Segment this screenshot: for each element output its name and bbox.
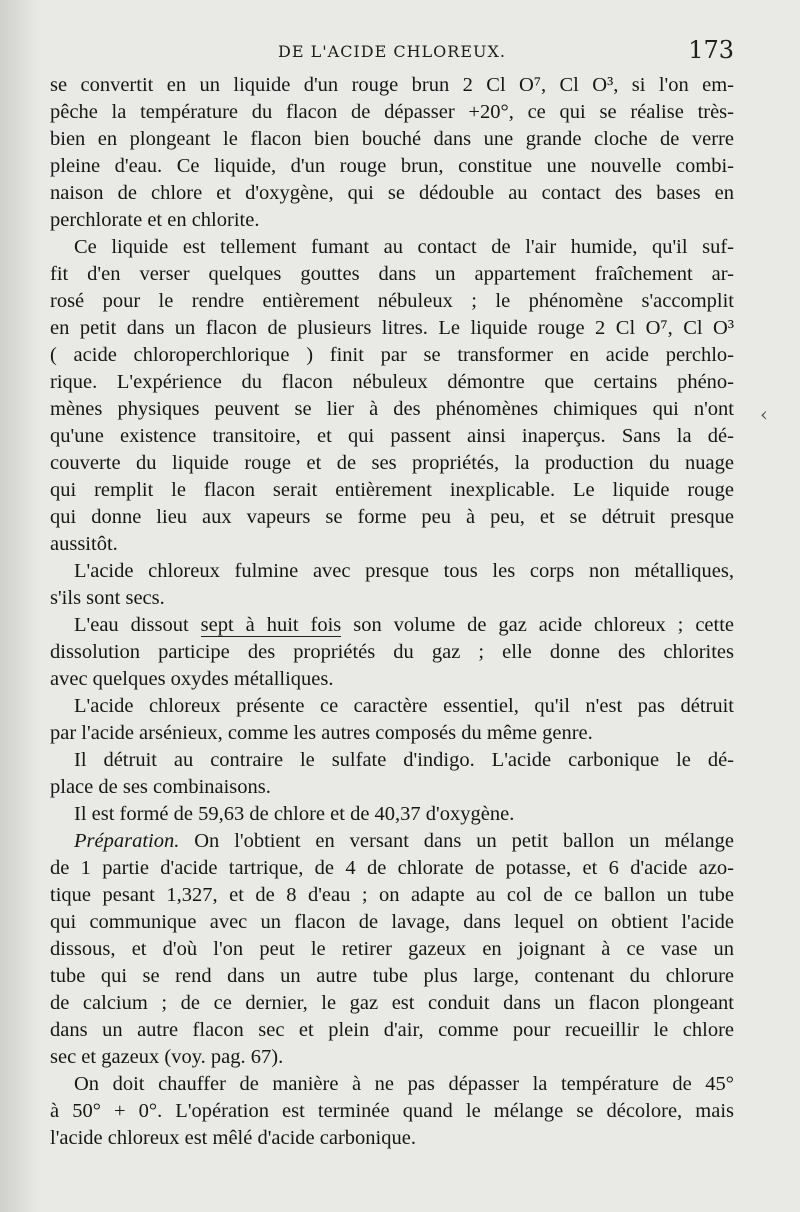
page-shadow xyxy=(0,0,40,1212)
underlined-phrase: sept à huit fois xyxy=(200,614,342,636)
text-line: qui remplit le flacon serait entièrement inexplicable. Le liquide rouge xyxy=(50,479,734,501)
text-line: en petit dans un flacon de plusieurs litres. Le liquide rouge 2 Cl O⁷, Cl O³ xyxy=(50,317,734,339)
text-line xyxy=(50,612,734,639)
body-text xyxy=(50,72,734,1152)
text-line: rosé pour le rendre entièrement nébuleux ; le phénomène s'accomplit xyxy=(50,290,734,312)
page-header xyxy=(50,36,734,66)
text-line: avec quelques oxydes métalliques. xyxy=(50,668,334,690)
text-line: L'acide chloreux fulmine avec presque tous les corps non métalliques, xyxy=(74,560,734,582)
text-line: pêche la température du flacon de dépasser +20°, ce qui se réalise très- xyxy=(50,101,734,123)
text-line: On doit chauffer de manière à ne pas dépasser la température de 45° xyxy=(74,1073,734,1095)
text-line: rique. L'expérience du flacon nébuleux démontre que certains phéno- xyxy=(50,371,734,393)
text-line: pleine d'eau. Ce liquide, d'un rouge brun, constitue une nouvelle combi- xyxy=(50,155,734,177)
text-line: naison de chlore et d'oxygène, qui se dédouble au contact des bases en xyxy=(50,182,734,204)
text-line: se convertit en un liquide d'un rouge brun 2 Cl O⁷, Cl O³, si l'on em- xyxy=(50,74,734,96)
text-line: l'acide chloreux est mêlé d'acide carbonique. xyxy=(50,1127,416,1149)
text-line: couverte du liquide rouge et de ses propriétés, la production du nuage xyxy=(50,452,734,474)
text-line: qu'une existence transitoire, et qui passent ainsi inaperçus. Sans la dé- xyxy=(50,425,734,447)
prep-rest: On l'obtient en versant dans un petit ballon un mélange xyxy=(194,830,734,852)
water-lead: L'eau dissout xyxy=(74,614,201,636)
preparation-label: Préparation. xyxy=(74,830,180,852)
margin-mark: ‹ xyxy=(760,402,768,426)
text-line: par l'acide arsénieux, comme les autres composés du même genre. xyxy=(50,722,593,744)
text-line: tube qui se rend dans un autre tube plus large, contenant du chlorure xyxy=(50,965,734,987)
text-line xyxy=(50,828,734,855)
text-line: L'acide chloreux présente ce caractère essentiel, qu'il n'est pas détruit xyxy=(74,695,734,717)
water-rest: son volume de gaz acide chloreux ; cette xyxy=(353,614,735,636)
text-line: de calcium ; de ce dernier, le gaz est conduit dans un flacon plongeant xyxy=(50,992,734,1014)
text-line: qui donne lieu aux vapeurs se forme peu à peu, et se détruit presque xyxy=(50,506,734,528)
text-line: place de ses combinaisons. xyxy=(50,776,271,798)
text-line: de 1 partie d'acide tartrique, de 4 de chlorate de potasse, et 6 d'acide azo- xyxy=(50,857,734,879)
text-line: Il est formé de 59,63 de chlore et de 40,37 d'oxygène. xyxy=(74,803,515,825)
text-line: Il détruit au contraire le sulfate d'indigo. L'acide carbonique le dé- xyxy=(74,749,734,771)
text-line: perchlorate et en chlorite. xyxy=(50,209,260,231)
text-line: fit d'en verser quelques gouttes dans un appartement fraîchement ar- xyxy=(50,263,734,285)
text-line: mènes physiques peuvent se lier à des phénomènes chimiques qui n'ont xyxy=(50,398,734,420)
text-line: dans un autre flacon sec et plein d'air, comme pour recueillir le chlore xyxy=(50,1019,734,1041)
page-number: 173 xyxy=(688,36,734,64)
text-line: aussitôt. xyxy=(50,533,118,555)
running-title: DE L'ACIDE CHLOREUX. xyxy=(278,42,506,61)
text-line: sec et gazeux (voy. pag. 67). xyxy=(50,1046,284,1068)
text-line: dissolution participe des propriétés du gaz ; elle donne des chlorites xyxy=(50,641,734,663)
text-line: à 50° + 0°. L'opération est terminée quand le mélange se décolore, mais xyxy=(50,1100,734,1122)
text-line: ( acide chloroperchlorique ) finit par se transformer en acide perchlo- xyxy=(50,344,734,366)
text-line: s'ils sont secs. xyxy=(50,587,165,609)
text-line: dissous, et d'où l'on peut le retirer gazeux en joignant à ce vase un xyxy=(50,938,734,960)
text-line: Ce liquide est tellement fumant au contact de l'air humide, qu'il suf- xyxy=(74,236,734,258)
text-line: qui communique avec un flacon de lavage, dans lequel on obtient l'acide xyxy=(50,911,734,933)
text-line: tique pesant 1,327, et de 8 d'eau ; on adapte au col de ce ballon un tube xyxy=(50,884,734,906)
text-line: bien en plongeant le flacon bien bouché dans une grande cloche de verre xyxy=(50,128,734,150)
